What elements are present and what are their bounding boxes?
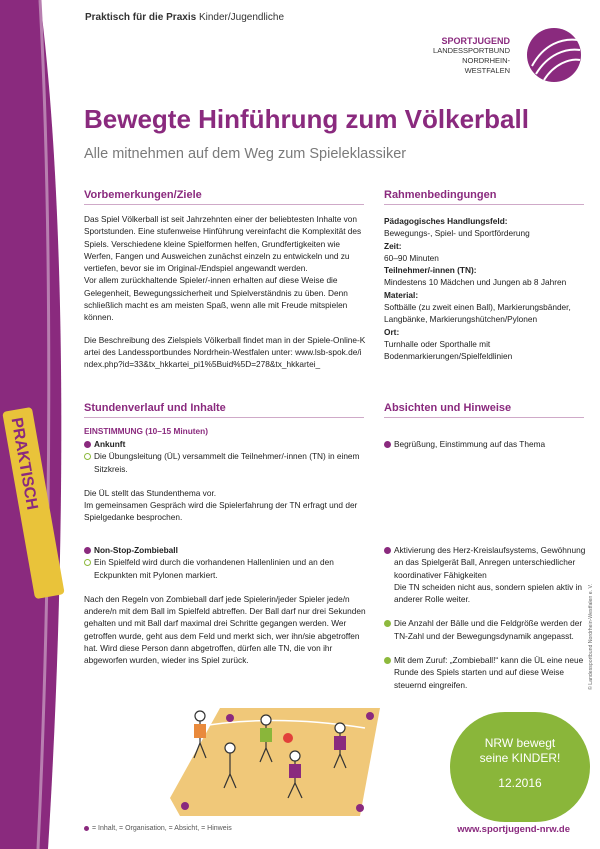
inhalt-bullet-icon bbox=[84, 441, 91, 448]
divider bbox=[84, 204, 364, 205]
nrw-bewegt-badge: NRW bewegt seine KINDER! 12.2016 bbox=[450, 712, 590, 822]
heading-absichten: Absichten und Hinweise bbox=[384, 402, 512, 414]
page-subtitle: Alle mitnehmen auf dem Weg zum Spieleklassiker bbox=[84, 146, 407, 162]
legend: = Inhalt, = Organisation, = Absicht, = Hinweis bbox=[84, 825, 232, 832]
hinweis-bullet-icon bbox=[384, 657, 391, 664]
ankunft-note: Begrüßung, Einstimmung auf das Thema bbox=[384, 438, 589, 450]
divider bbox=[384, 417, 584, 418]
copyright: © Landessportbund Nordrhein-Westfalen e. V. bbox=[588, 584, 594, 690]
inhalt-bullet-icon bbox=[84, 547, 91, 554]
page-title: Bewegte Hinführung zum Völkerball bbox=[84, 104, 529, 134]
heading-vorbemerkungen: Vorbemerkungen/Ziele bbox=[84, 189, 202, 201]
logo-emblem-icon bbox=[518, 26, 588, 84]
zombieball-notes: Aktivierung des Herz-Kreislaufsystems, Gewöhnung an das Spielgerät Ball, Anregen unterschiedlicher koordinativer Fähigkeiten Die TN scheiden nicht aus, sondern spielen aktiv in anderer Rolle weiter. Die Anzahl der Bälle und die Feldgröße werden der TN-Zahl und der Bewegungsdynamik angepasst. Mit dem Zuruf: „Zombieball!“ kann die ÜL eine neue Runde des Spiels starten und auf diese Weise steuernd eingreifen. bbox=[384, 544, 589, 691]
sportjugend-logo: SPORTJUGEND LANDESSPORTBUND NORDRHEIN-WESTFALEN bbox=[418, 26, 588, 86]
decorative-sidebar bbox=[0, 0, 68, 849]
heading-stundenverlauf: Stundenverlauf und Inhalte bbox=[84, 402, 226, 414]
ankunft-block: Ankunft Die Übungsleitung (ÜL) versammelt die Teilnehmer/-innen (TN) in einem Sitzkreis. Die ÜL stellt das Stundenthema vor. Im gemeinsamen Gespräch wird die Spielerfahrung der TN erfragt und der Spielgedanke besprochen. bbox=[84, 439, 360, 523]
hinweis-bullet-icon bbox=[384, 620, 391, 627]
organisation-bullet-icon bbox=[84, 559, 91, 566]
heading-rahmenbedingungen: Rahmenbedingungen bbox=[384, 189, 497, 201]
footer-url[interactable]: www.sportjugend-nrw.de bbox=[457, 824, 570, 835]
rahmenbedingungen-list: Pädagogisches Handlungsfeld: Bewegungs-, Spiel- und Sportförderung Zeit: 60–90 Minuten Teilnehmer/-innen (TN): Mindestens 10 Mädchen und Jungen ab 8 Jahren Material: Softbälle (zu zweit einen Ball), Markierungsbänder, Langbänke, Markierungshütchen/Pylonen Ort: Turnhalle oder Sporthalle mit Bodenmarkierungen/Spielfeldlinien bbox=[384, 216, 571, 362]
divider bbox=[384, 204, 584, 205]
divider bbox=[84, 417, 364, 418]
organisation-bullet-icon bbox=[84, 453, 91, 460]
zombieball-illustration bbox=[170, 688, 380, 818]
absicht-bullet-icon bbox=[384, 547, 391, 554]
svg-text:PRAKTISCH: PRAKTISCH bbox=[7, 416, 41, 512]
inhalt-legend-icon bbox=[84, 826, 89, 831]
zombieball-block: Non-Stop-Zombieball Ein Spielfeld wird durch die vorhandenen Hallenlinien und an den Eckpunkten mit Pylonen markiert. Nach den Regeln von Zombieball darf jede Spielerin/jeder Spieler jede/n andere/n mit dem Ball im Spielfeld abtreffen. Der Ball darf nur drei Sekunden gehalten und mit Ball darf maximal drei Schritte gegangen werden. Wer getroffen wurde, geht aus dem Feld und merkt sich, wer ihn/sie abgetroffen hat. Wird diese Person dann abgetroffen, dürfen alle TN, die von ihr abgeworfen wurden, wieder ins Spiel zurück. bbox=[84, 545, 366, 666]
phase-label: EINSTIMMUNG (10–15 Minuten) bbox=[84, 426, 209, 436]
vorbemerkungen-text: Das Spiel Völkerball ist seit Jahrzehnten einer der beliebtesten Inhalte von Sportstunden. Eine stufenweise Hinführung vereinfacht die Komplexität des Spiels. Verschiedene kleine Spielformen helfen, Grundfertigkeiten wie Werfen, Fangen und Ausweichen zunächst einzeln zu entwickeln und zu vertiefen, bevor sie im Original-/Endspiel angewandt werden. Vor allem zurückhaltende Spieler/-innen erhalten auf diese Weise die Gelegenheit, Bewegungssicherheit und Spielverständnis zu üben. Denn schließlich macht es am meisten Spaß, wenn alle mit Freude mitspielen können. Die Beschreibung des Zielspiels Völkerball findet man in der Spiele-Online-Kartei des Landessportbundes Nordrhein-Westfalen unter: www.lsb-spok.de/index.php?id=33&tx_hkkartei_pi1%5Buid%5D=278&tx_hkkartei_ bbox=[84, 214, 366, 370]
absicht-bullet-icon bbox=[384, 441, 391, 448]
header-brand: Praktisch für die Praxis Kinder/Jugendliche bbox=[85, 12, 285, 23]
